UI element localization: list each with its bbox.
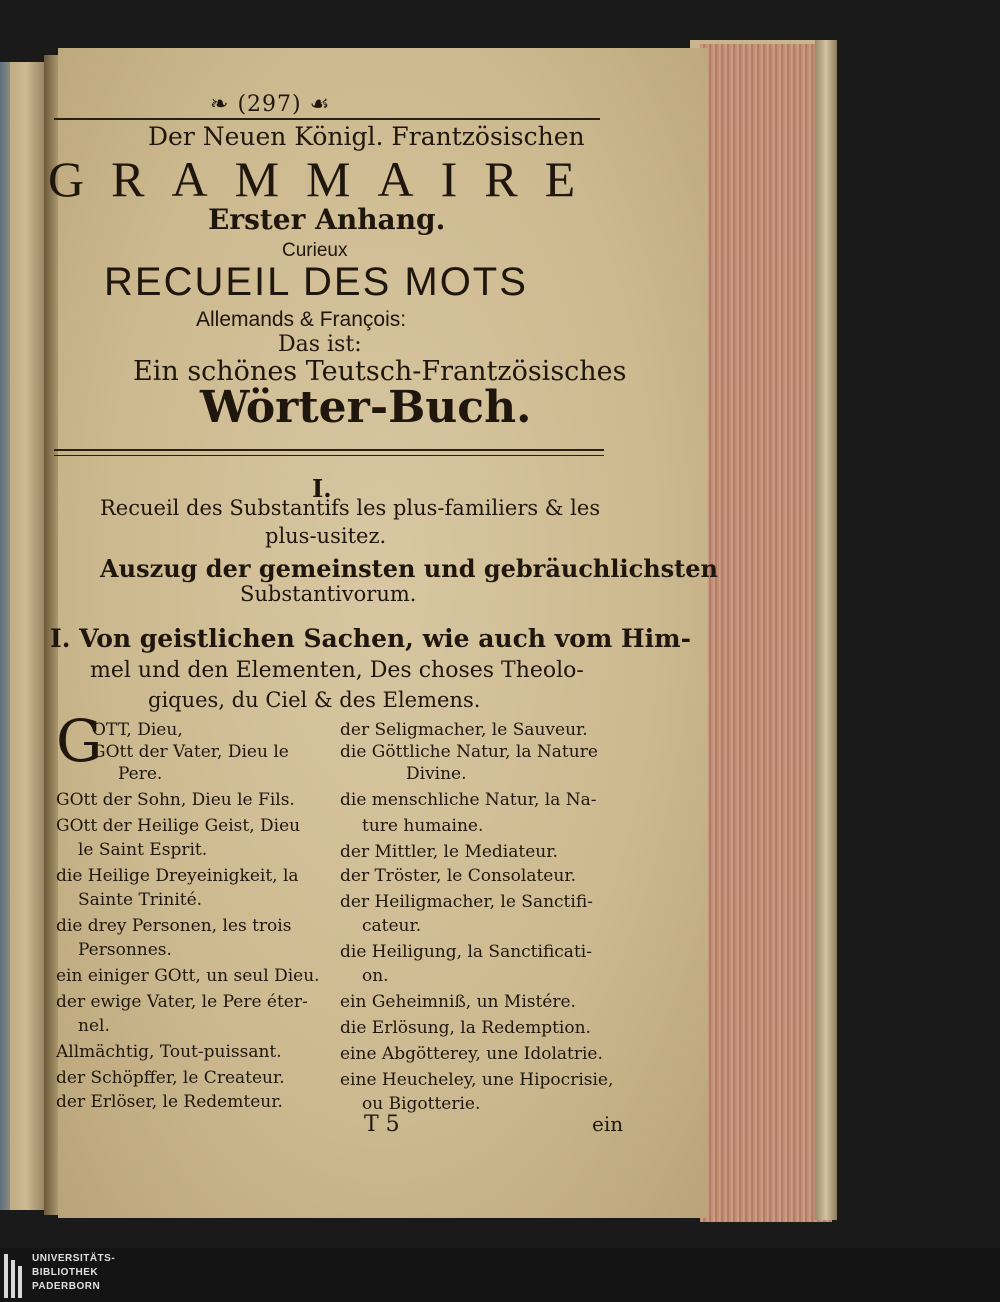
subsection-line-3: giques, du Ciel & des Elemens. [148,688,481,712]
cover-edge [815,40,837,1220]
title-grammaire: GRAMMAIRE [48,151,603,207]
entry-line: der Erlöser, le Redemteur. [56,1092,283,1112]
signature-mark: T 5 [364,1112,400,1137]
library-name-line-1: UNIVERSITÄTS- [32,1253,116,1264]
entry-line: ou Bigotterie. [362,1094,481,1114]
entry-line: ein Geheimniß, un Mistére. [340,992,576,1012]
library-name-line-3: PADERBORN [32,1281,101,1292]
header-rule [54,118,600,120]
title-line-7: Das ist: [278,332,362,357]
entry-line: ture humaine. [362,816,484,836]
page-header [210,92,330,117]
title-line-4: Curieux [282,240,348,261]
section-french-2: plus-usitez. [265,524,387,548]
title-line-6: Allemands & François: [196,308,407,331]
entry-line: der Heiligmacher, le Sanctifi- [340,892,593,912]
section-german-1: Auszug der gemeinsten und gebräuchlichsten [100,554,718,583]
subsection-line-2: mel und den Elementen, Des choses Theolo- [90,658,584,683]
drop-cap: G [56,707,103,775]
left-page-edge [0,62,10,1210]
entry-line: die Erlösung, la Redemption. [340,1018,591,1038]
entry-line: die Göttliche Natur, la Nature [340,742,598,762]
entry-line: Personnes. [78,940,172,960]
title-rule-1 [54,449,604,451]
entry-line: on. [362,966,389,986]
title-line-8: Ein schönes Teutsch-Frantzösisches [133,356,627,387]
section-german-2: Substantivorum. [240,582,417,606]
ornament-right-icon: ☙ [309,92,331,117]
title-rule-2 [54,455,604,456]
title-recueil: RECUEIL DES MOTS [104,260,528,304]
entry-line: eine Abgötterey, une Idolatrie. [340,1044,603,1064]
entry-line: der Schöpffer, le Createur. [56,1068,285,1088]
entry-line: nel. [78,1016,110,1036]
entry-line: OTT, Dieu, [92,720,183,740]
entry-line: le Saint Esprit. [78,840,208,860]
page-number: (297) [237,92,302,117]
entry-line: der Tröster, le Consolateur. [340,866,576,886]
entry-line: Allmächtig, Tout-puissant. [56,1042,282,1062]
section-french-1: Recueil des Substantifs les plus-familiers & les [100,496,601,520]
title-woerterbuch: Wörter-Buch. [200,382,532,433]
entry-line: der Mittler, le Mediateur. [340,842,558,862]
ornament-left-icon: ❧ [210,92,230,117]
entry-line: die drey Personen, les trois [56,916,292,936]
entry-line: der Seligmacher, le Sauveur. [340,720,588,740]
title-line-3: Erster Anhang. [208,203,446,236]
entry-line: eine Heucheley, une Hipocrisie, [340,1070,614,1090]
entry-line: GOtt der Vater, Dieu le [92,742,289,762]
section-number: I. [312,474,332,503]
catchword: ein [592,1112,624,1136]
entry-line: die Heiligung, la Sanctificati- [340,942,592,962]
entry-line: GOtt der Heilige Geist, Dieu [56,816,301,836]
entry-line: Sainte Trinité. [78,890,203,910]
title-line-1: Der Neuen Königl. Frantzösischen [148,122,585,151]
entry-line: die menschliche Natur, la Na- [340,790,597,810]
entry-line: cateur. [362,916,422,936]
library-name-line-2: BIBLIOTHEK [32,1267,99,1278]
entry-line: die Heilige Dreyeinigkeit, la [56,866,299,886]
subsection-line-1: I. Von geistlichen Sachen, wie auch vom Him- [50,624,691,653]
entry-line: ein einiger GOtt, un seul Dieu. [56,966,320,986]
entry-line: Divine. [406,764,467,784]
entry-line: Pere. [118,764,163,784]
library-logo-icon [2,1252,26,1300]
library-footer [0,1248,1000,1302]
page-edges [700,44,832,1222]
entry-line: GOtt der Sohn, Dieu le Fils. [56,790,295,810]
entry-line: der ewige Vater, le Pere éter- [56,992,308,1012]
